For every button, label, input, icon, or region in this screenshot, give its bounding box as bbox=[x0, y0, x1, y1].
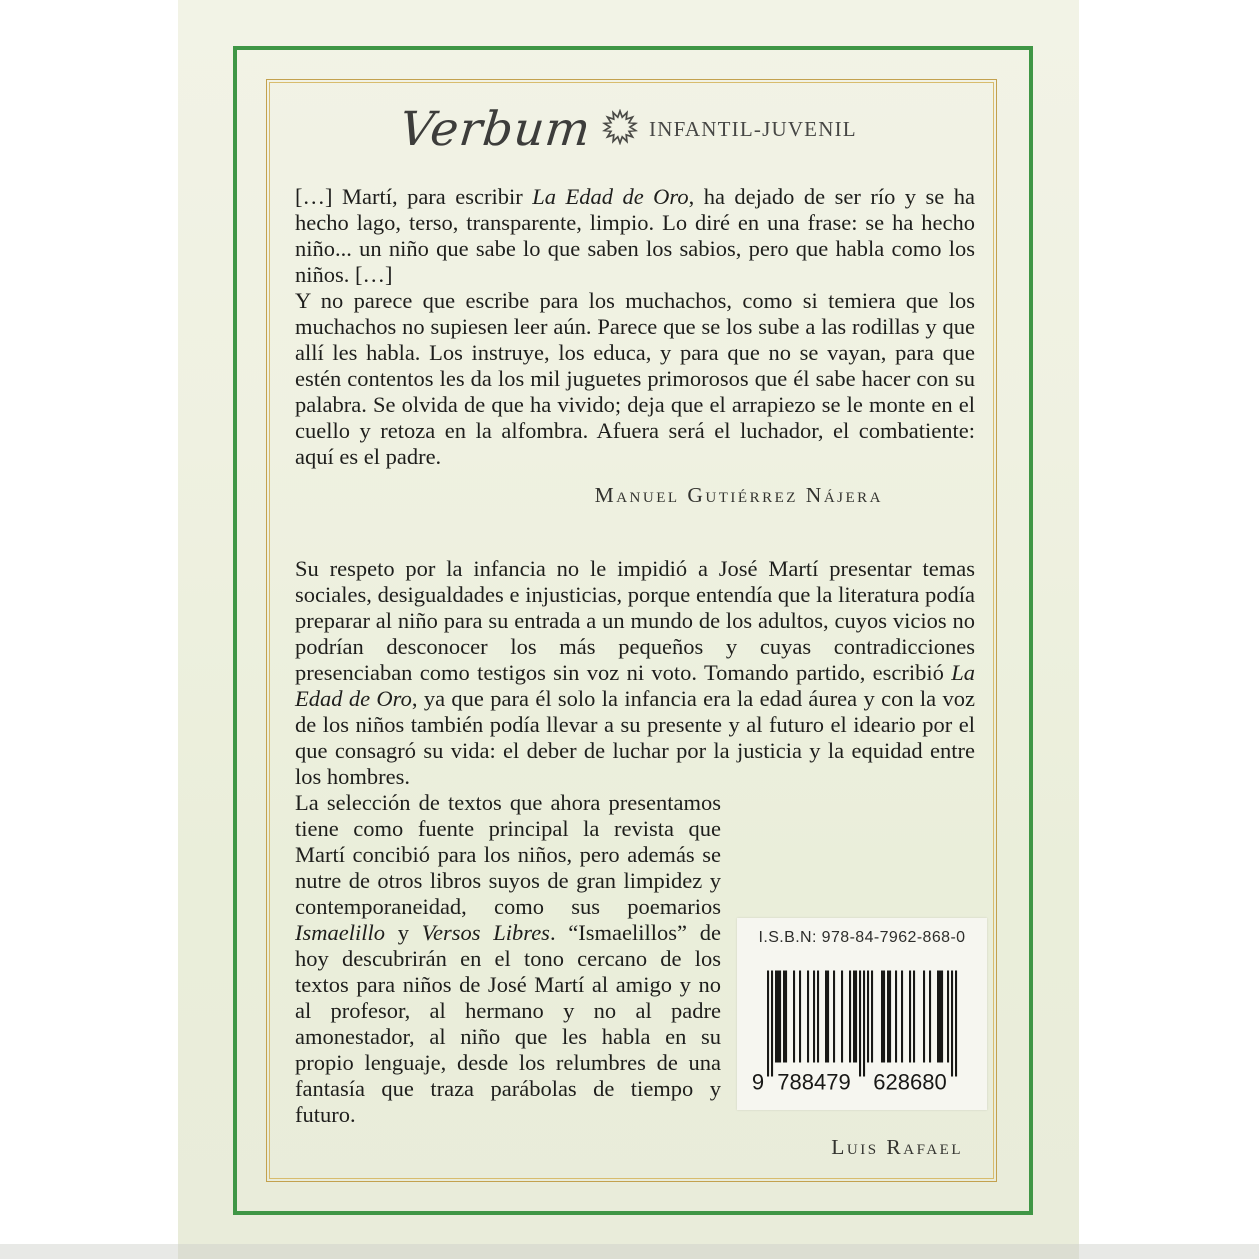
publisher-logo bbox=[178, 102, 1079, 157]
quote-paragraph-1: […] Martí, para escribir La Edad de Oro, ha dejado de ser río y se ha hecho lago, terso, transparente, limpio. Lo diré en una frase: se ha hecho niño... un niño que sabe lo que saben los sabios, pero que habla como los niños. […] bbox=[295, 184, 975, 287]
book-cover bbox=[178, 0, 1079, 1259]
quote-attribution: Manuel Gutiérrez Nájera bbox=[594, 483, 883, 507]
quote-paragraph-2: Y no parece que escribe para los muchachos, como si temiera que los muchachos no supiesen leer aún. Parece que se los sube a las rodillas y que allí les habla. Los instruye, los educa, y para que no se vayan, para que estén contentos les da los mil juguetes primorosos que él sabe hacer con su palabra. Se olvida de que ha vivido; deja que el arrapiezo se le monte en el cuello y retoza en la alfombra. Afuera será el luchador, el combatiente: aquí es el padre. bbox=[295, 288, 975, 469]
back-cover-text bbox=[295, 184, 975, 1160]
blurb-attribution: Luis Rafael bbox=[831, 1135, 963, 1159]
svg-text:788479: 788479 bbox=[777, 1069, 851, 1095]
blurb-paragraph-2: I.S.B.N: 978-84-7962-868-0 9 788479 628680 La selección de textos que ahora presentamos tiene como fuente principal la revista que Martí concibió para los niños, pero además se nutre de otros libros suyos de gran limpidez y contemporaneidad, como sus poemarios Ismaelillo y Versos Libres. “Ismaelillos” de hoy descubrirán en el tono cercano de los textos para niños de José Martí al amigo y no al profesor, al hermano y no al padre amonestador, al niño que les habla en su propio lenguaje, desde los relumbres de una fantasía que traza parábolas de tiempo y futuro. bbox=[295, 790, 975, 1128]
starburst-icon bbox=[602, 109, 638, 150]
svg-text:9: 9 bbox=[751, 1069, 765, 1095]
publisher-name: Verbum bbox=[397, 102, 594, 157]
svg-text:628680: 628680 bbox=[873, 1069, 947, 1095]
blurb-paragraph-1: Su respeto por la infancia no le impidió a José Martí presentar temas sociales, desigualdades e injusticias, porque entendía que la literatura podía preparar al niño para su entrada a un mundo de los adultos, cuyos vicios no podrían desconocer los más pequeños y cuyas contradicciones presenciaban como testigos sin voz ni voto. Tomando partido, escribió La Edad de Oro, ya que para él solo la infancia era la edad áurea y con la voz de los niños también podía llevar a su presente y al futuro el ideario por el que consagró su vida: el deber de luchar por la justicia y la equidad entre los hombres. bbox=[295, 556, 975, 789]
isbn-box bbox=[737, 918, 987, 1110]
isbn-label: I.S.B.N: 978-84-7962-868-0 bbox=[758, 929, 966, 946]
collection-name: INFANTIL-JUVENIL bbox=[649, 117, 857, 141]
photo-bottom-edge bbox=[0, 1244, 1259, 1259]
barcode bbox=[751, 953, 973, 1108]
